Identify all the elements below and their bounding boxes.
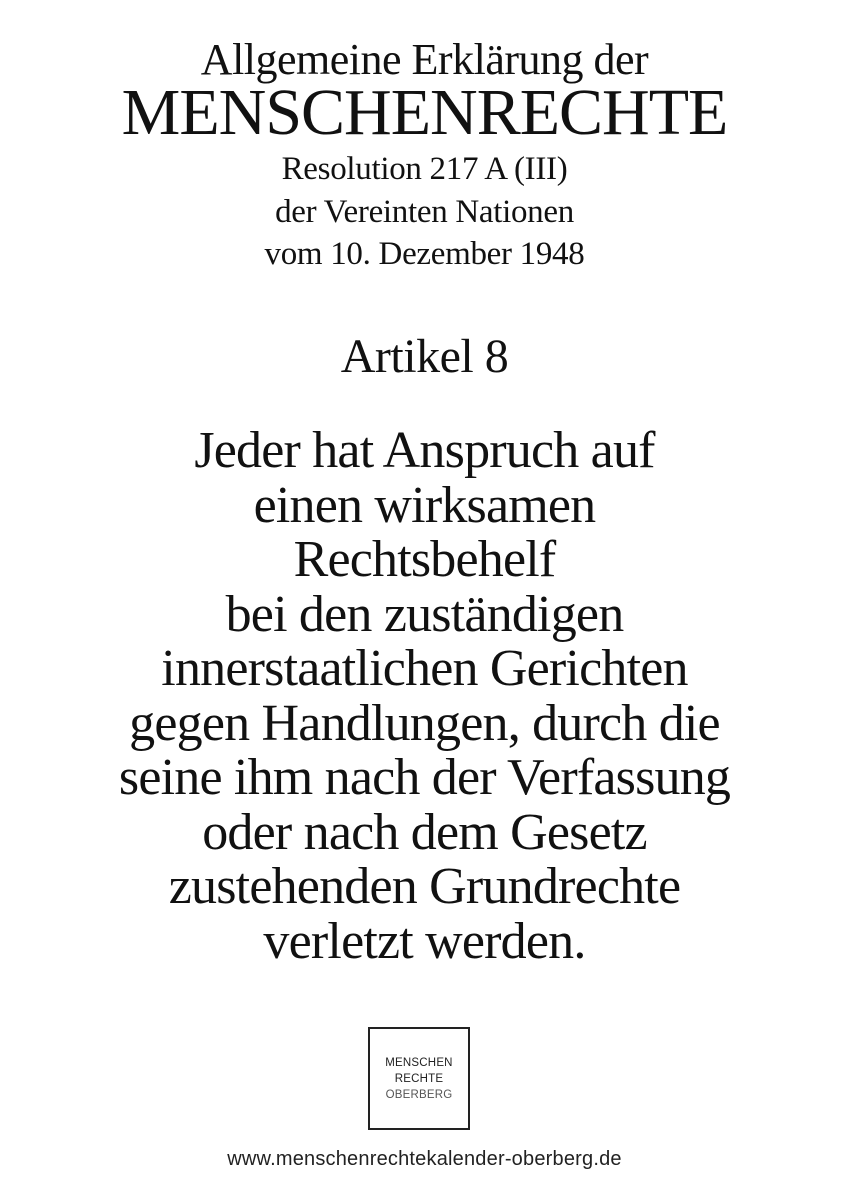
article-line: bei den zuständigen [225,585,624,643]
header-line-1: Allgemeine Erklärung der [200,35,649,84]
article-line: einen wirksamen [253,476,596,534]
article-line: innerstaatlichen Gerichten [161,640,688,697]
article-line: verletzt werden. [263,912,586,970]
article-title: Artikel 8 [340,330,509,383]
article-line: Rechtsbehelf [293,531,556,588]
organization-text: der Vereinten Nationen [275,194,574,230]
article-line: gegen Handlungen, durch die [129,694,720,752]
article-body [0,424,849,969]
page-title: MENSCHENRECHTE [121,76,728,149]
article-line: Jeder hat Anspruch auf [194,422,655,479]
logo-line-2: RECHTE [394,1072,444,1085]
article-line: zustehenden Grundrechte [168,858,681,915]
website-url: www.menschenrechtekalender-oberberg.de [227,1148,622,1170]
date-text: vom 10. Dezember 1948 [264,236,585,272]
article-line: oder nach dem Gesetz [202,803,647,861]
logo-line-3: OBERBERG [385,1088,453,1101]
article-line: seine ihm nach der Verfassung [118,749,731,806]
resolution-text: Resolution 217 A (III) [281,151,568,187]
logo-line-1: MENSCHEN [385,1056,453,1069]
logo [368,1027,470,1130]
